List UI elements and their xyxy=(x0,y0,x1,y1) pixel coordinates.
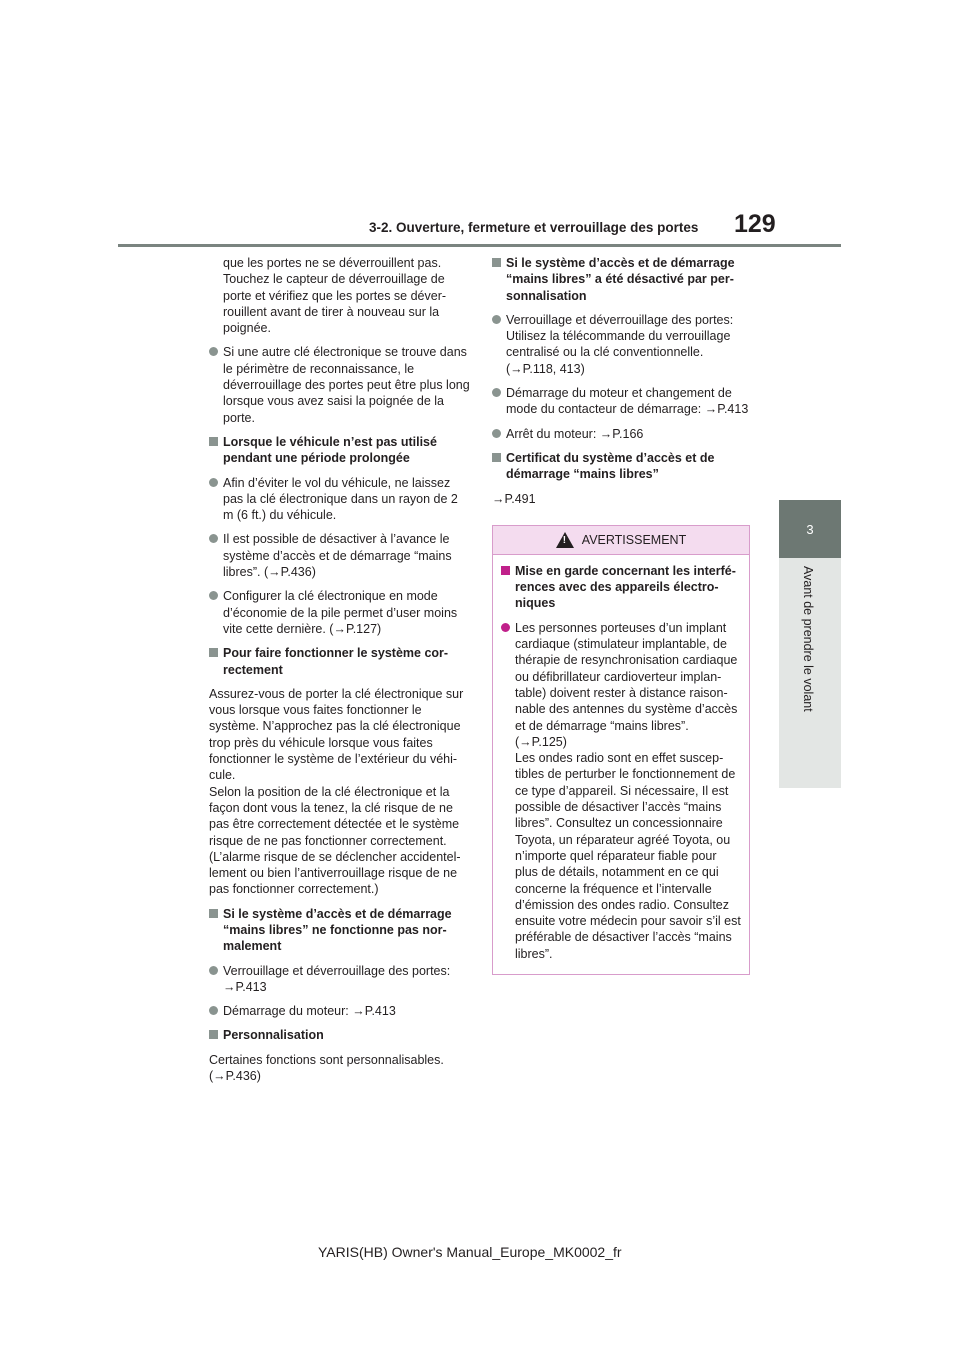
warning-box xyxy=(492,525,750,975)
chapter-number: 3 xyxy=(806,521,814,537)
list-item xyxy=(492,426,750,442)
list-item xyxy=(209,475,471,524)
list-item xyxy=(492,312,750,377)
square-icon xyxy=(209,909,218,918)
footer-text: YARIS(HB) Owner's Manual_Europe_MK0002_fr xyxy=(318,1244,622,1260)
list-item xyxy=(501,620,741,962)
subheading-text: Si le système d’accès et de démarrage “mains libres” a été désactivé par per-sonnalisation xyxy=(506,256,735,303)
body-paragraph: →P.491 xyxy=(492,491,536,506)
bullet-icon xyxy=(209,347,218,356)
subheading xyxy=(492,255,750,304)
bullet-icon xyxy=(209,966,218,975)
body-paragraph: Selon la position de la clé électronique et la façon dont vous la tenez, la clé risque de ne pas être correctement détectée et le système risque de ne pas fonctionner correctement. (L’alarme risque de se déclencher accidentel-lement ou bien l’antiverrouillage risque de ne pas fonctionner correctement.) xyxy=(209,784,461,897)
subheading-text: Mise en garde concernant les interfé-rences avec des appareils électro-niques xyxy=(515,563,736,611)
list-item-text: Arrêt du moteur: →P.166 xyxy=(506,426,644,441)
list-item-text: Verrouillage et déverrouillage des portes: Utilisez la télécommande du verrouillage centralisé ou la clé conventionnelle. (→P.118, 413) xyxy=(506,312,734,376)
list-item-text: Verrouillage et déverrouillage des portes: →P.413 xyxy=(223,963,451,994)
square-icon xyxy=(209,1030,218,1039)
list-item-text: Démarrage du moteur et changement de mode du contacteur de démarrage: →P.413 xyxy=(506,386,749,417)
list-item xyxy=(209,588,471,637)
subheading xyxy=(209,1027,471,1043)
list-item-text: Les ondes radio sont en effet suscep-tibles de perturber le fonctionnement de ce type d’appareil. Si nécessaire, Il est possible de désactiver l’accès “mains libres”. Consultez un concessionnaire Toyota, un réparateur agréé Toyota, ou n’importe quel réparateur fiable pour plus de détails, notamment en ce qui concerne la fréquence et l’intervalle d’émission des ondes radio. Consultez ensuite votre médecin pour savoir s’il est préférable de désactiver l’accès “mains libres”. xyxy=(515,751,741,961)
chapter-tab xyxy=(779,500,841,558)
square-icon xyxy=(209,437,218,446)
subheading-text: Pour faire fonctionner le système cor-rectement xyxy=(223,646,449,677)
bullet-icon xyxy=(492,315,501,324)
list-item xyxy=(209,1003,471,1019)
warning-triangle-icon: ! xyxy=(556,532,574,548)
chapter-label: Avant de prendre le volant xyxy=(801,566,815,712)
list-item-text: Démarrage du moteur: →P.413 xyxy=(223,1004,396,1019)
list-item-text: Configurer la clé électronique en mode d’économie de la pile permet d’user moins vite cette dernière. (→P.127) xyxy=(223,589,458,636)
warning-body xyxy=(493,555,749,974)
body-paragraph: Assurez-vous de porter la clé électronique sur vous lorsque vous faites fonctionner le système. N’approchez pas la clé électronique trop près du véhicule lorsque vous faites fonctionner le système de l’extérieur du véhi-cule. xyxy=(209,686,464,783)
list-item xyxy=(492,385,750,418)
page-number: 129 xyxy=(734,210,776,238)
square-icon xyxy=(492,453,501,462)
bullet-icon xyxy=(209,591,218,600)
bullet-icon xyxy=(492,429,501,438)
list-item-text: Il est possible de désactiver à l’avance le système d’accès et de démarrage “mains libres”. (→P.436) xyxy=(223,532,452,580)
square-icon xyxy=(209,648,218,657)
square-icon xyxy=(501,566,510,575)
bullet-icon xyxy=(492,388,501,397)
subheading xyxy=(492,450,750,483)
header-rule xyxy=(118,244,841,247)
list-item-text: Afin d’éviter le vol du véhicule, ne laissez pas la clé électronique dans un rayon de 2 m (6 ft.) du véhicule. xyxy=(223,475,458,523)
list-item xyxy=(209,344,471,425)
list-item xyxy=(209,531,471,580)
subheading-text: Certificat du système d’accès et de démarrage “mains libres” xyxy=(506,450,715,482)
warning-title: AVERTISSEMENT xyxy=(581,532,687,547)
subheading xyxy=(209,906,471,955)
list-item-text: Si une autre clé électronique se trouve dans le périmètre de reconnaissance, le déverrouillage des portes peut être plus long lorsque vous avez saisi la poignée de la porte. xyxy=(223,345,470,425)
square-icon xyxy=(492,258,501,267)
list-item xyxy=(209,963,471,996)
bullet-icon xyxy=(501,623,510,632)
list-item-text: Les personnes porteuses d’un implant cardiaque (stimulateur implantable, de thérapie de resynchronisation cardiaque ou défibrillateur cardioverteur implan-table) doivent rester à distance raison-nable des antennes du système d’accès et de démarrage “mains libres”. (→P.125) xyxy=(515,620,738,749)
warning-header xyxy=(493,526,749,555)
body-paragraph: Certaines fonctions sont personnalisables. (→P.436) xyxy=(209,1052,444,1084)
bullet-icon xyxy=(209,478,218,487)
bullet-icon xyxy=(209,1006,218,1015)
subheading-text: Si le système d’accès et de démarrage “mains libres” ne fonctionne pas nor-malement xyxy=(223,906,452,954)
subheading xyxy=(501,563,741,612)
left-column xyxy=(209,255,471,1092)
continued-paragraph: que les portes ne se déverrouillent pas. Touchez le capteur de déverrouillage de porte et vérifiez que les portes se déver-rouillent avant de tirer à nouveau sur la poignée. xyxy=(223,256,447,336)
section-title: 3-2. Ouverture, fermeture et verrouillage des portes xyxy=(369,220,699,235)
subheading xyxy=(209,645,471,678)
subheading-text: Personnalisation xyxy=(223,1028,324,1043)
right-column xyxy=(492,255,750,975)
subheading xyxy=(209,434,471,467)
subheading-text: Lorsque le véhicule n’est pas utilisé pendant une période prolongée xyxy=(223,434,437,466)
bullet-icon xyxy=(209,534,218,543)
